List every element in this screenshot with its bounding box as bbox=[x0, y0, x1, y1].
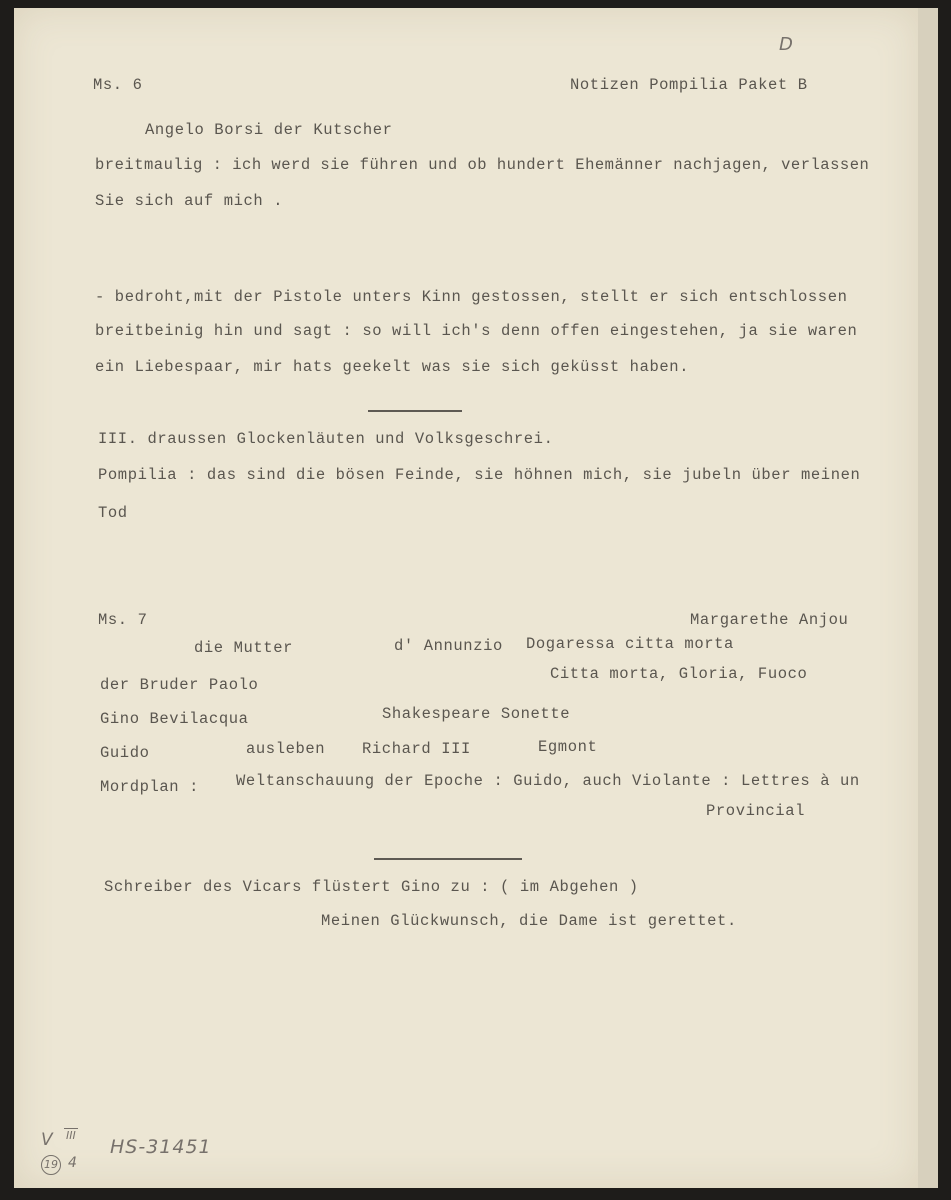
pencil-mark-roman: III bbox=[66, 1129, 76, 1142]
divider-rule bbox=[374, 858, 522, 860]
note-gino: Gino Bevilacqua bbox=[100, 710, 249, 728]
note-ausleben: ausleben bbox=[246, 740, 326, 758]
pencil-mark-v: V bbox=[41, 1130, 53, 1150]
text-line: III. draussen Glockenläuten und Volksgeschrei. bbox=[98, 430, 554, 448]
text-line: Meinen Glückwunsch, die Dame ist gerettet. bbox=[321, 912, 737, 930]
typescript-page bbox=[14, 8, 918, 1188]
note-annunzio: d' Annunzio bbox=[394, 637, 503, 655]
text-line: Angelo Borsi der Kutscher bbox=[145, 121, 393, 139]
note-richard: Richard III bbox=[362, 740, 471, 758]
text-line: breitmaulig : ich werd sie führen und ob hundert Ehemänner nachjagen, verlassen bbox=[95, 156, 870, 174]
note-citta: Citta morta, Gloria, Fuoco bbox=[550, 665, 808, 683]
note-mordplan: Mordplan : bbox=[100, 778, 200, 796]
manuscript-number-6: Ms. 6 bbox=[93, 76, 143, 94]
text-line: Schreiber des Vicars flüstert Gino zu : ( im Abgehen ) bbox=[104, 878, 639, 896]
note-egmont: Egmont bbox=[538, 738, 598, 756]
divider-rule bbox=[368, 410, 462, 412]
note-provincial: Provincial bbox=[706, 802, 806, 820]
text-line: Pompilia : das sind die bösen Feinde, sie höhnen mich, sie jubeln über meinen bbox=[98, 466, 861, 484]
text-line: Tod bbox=[98, 504, 128, 522]
page-edge bbox=[918, 8, 938, 1188]
note-bruder: der Bruder Paolo bbox=[100, 676, 259, 694]
pencil-page-mark: D bbox=[779, 34, 793, 55]
text-line: ein Liebespaar, mir hats geekelt was sie sich geküsst haben. bbox=[95, 358, 690, 376]
text-line: Sie sich auf mich . bbox=[95, 192, 284, 210]
note-guido: Guido bbox=[100, 744, 150, 762]
note-shakespeare: Shakespeare Sonette bbox=[382, 705, 571, 723]
pencil-mark-four: 4 bbox=[68, 1155, 77, 1171]
manuscript-number-7: Ms. 7 bbox=[98, 611, 148, 629]
page-heading: Notizen Pompilia Paket B bbox=[570, 76, 808, 94]
text-line: - bedroht,mit der Pistole unters Kinn gestossen, stellt er sich entschlossen bbox=[95, 288, 848, 306]
note-mutter: die Mutter bbox=[194, 639, 294, 657]
note-margarethe: Margarethe Anjou bbox=[690, 611, 849, 629]
archive-signature: HS-31451 bbox=[110, 1136, 212, 1158]
text-line: breitbeinig hin und sagt : so will ich's denn offen eingestehen, ja sie waren bbox=[95, 322, 858, 340]
note-dogaressa: Dogaressa citta morta bbox=[526, 635, 734, 653]
note-weltanschauung: Weltanschauung der Epoche : Guido, auch Violante : Lettres à un bbox=[236, 772, 860, 790]
pencil-circled-number: 19 bbox=[41, 1155, 61, 1175]
